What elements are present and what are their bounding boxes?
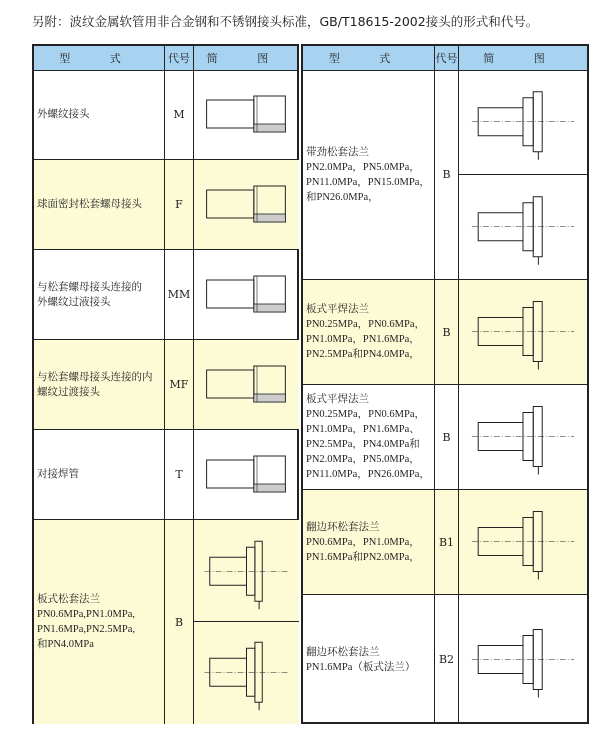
type-line: 板式平焊法兰 — [306, 394, 369, 405]
fitting-drawing-icon — [194, 430, 299, 518]
type-line: 与松套螺母接头连接的内 — [37, 371, 153, 383]
type-line: PN1.6MPa,PN2.5MPa, — [37, 624, 136, 635]
diagram-cell — [194, 160, 299, 250]
type-line: 翻边环松套法兰 — [306, 521, 380, 533]
type-line: 板式平焊法兰 — [306, 304, 369, 315]
header-code: 代号 — [435, 46, 459, 70]
type-line: 球面密封松套螺母接头 — [37, 199, 142, 210]
type-line: 和PN26.0MPa， — [306, 191, 379, 203]
code-cell: B2 — [435, 595, 459, 724]
header-type: 型 式 — [303, 46, 435, 70]
type-line: 外螺纹接头 — [37, 109, 90, 120]
type-line: 板式松套法兰 — [37, 594, 100, 605]
fitting-drawing-icon — [459, 70, 587, 174]
fitting-drawing-icon — [459, 385, 587, 488]
type-line: PN0.6MPa,PN1.0MPa, — [37, 609, 136, 620]
type-line: 翻边环松套法兰 — [306, 646, 380, 658]
code-cell: T — [165, 430, 194, 520]
header-type: 型 式 — [34, 46, 165, 70]
type-line: PN11.0MPa，PN15.0MPa， — [306, 176, 430, 188]
fitting-drawing-icon — [459, 175, 587, 279]
caption: 另附：波纹金属软管用非合金钢和不锈钢接头标准，GB/T18615-2002接头的形式和代号。 — [32, 14, 539, 29]
type-cell — [303, 490, 435, 595]
code-cell: B — [435, 385, 459, 490]
header-diagram: 简 图 — [483, 52, 563, 65]
diagram-cell — [459, 595, 587, 724]
type-line: PN0.25MPa，PN0.6MPa， — [306, 409, 426, 420]
type-line: 对接焊管 — [37, 469, 79, 480]
diagram-cell — [459, 490, 587, 595]
fitting-drawing-icon — [194, 160, 299, 248]
type-line: PN0.6MPa，PN1.0MPa， — [306, 536, 420, 548]
code-cell: M — [165, 70, 194, 160]
diagram-cell — [459, 70, 587, 280]
diagram-cell — [194, 520, 299, 724]
code-cell: B — [165, 520, 194, 724]
type-line: PN2.5MPa和PN4.0MPa， — [306, 349, 420, 360]
type-cell — [34, 70, 165, 160]
diagram-cell — [194, 70, 299, 160]
type-line: PN1.6MPa和PN2.0MPa， — [306, 551, 420, 563]
code-cell: MF — [165, 340, 194, 430]
type-line: PN1.0MPa，PN1.6MPa， — [306, 334, 420, 345]
type-cell — [303, 70, 435, 280]
code-cell: MM — [165, 250, 194, 340]
type-cell — [34, 520, 165, 724]
fitting-drawing-icon — [194, 340, 299, 428]
type-line: PN0.25MPa，PN0.6MPa， — [306, 319, 426, 330]
left-header — [34, 46, 297, 71]
type-line: PN2.5MPa，PN4.0MPa和 — [306, 439, 420, 450]
type-cell — [34, 250, 165, 340]
type-line: PN2.0MPa，PN5.0MPa， — [306, 161, 420, 173]
header-code: 代号 — [165, 46, 194, 70]
type-cell — [303, 280, 435, 385]
fitting-drawing-icon — [459, 280, 587, 383]
left-table — [32, 44, 299, 724]
type-cell — [34, 340, 165, 430]
type-line: PN1.6MPa（板式法兰） — [306, 661, 416, 673]
type-line: 和PN4.0MPa — [37, 639, 94, 650]
fitting-drawing-icon — [194, 521, 299, 622]
code-cell: B1 — [435, 490, 459, 595]
type-line: 螺纹过渡接头 — [37, 386, 100, 398]
type-cell — [34, 430, 165, 520]
type-cell — [34, 160, 165, 250]
right-header — [303, 46, 587, 71]
code-cell: B — [435, 280, 459, 385]
fitting-drawing-icon — [194, 70, 299, 158]
type-line: 带劲松套法兰 — [306, 146, 369, 158]
code-cell: F — [165, 160, 194, 250]
fitting-drawing-icon — [194, 250, 299, 338]
type-cell — [303, 595, 435, 724]
fitting-drawing-icon — [459, 596, 587, 723]
code-cell: B — [435, 70, 459, 280]
fitting-drawing-icon — [194, 622, 299, 723]
diagram-cell — [194, 250, 299, 340]
type-line: PN11.0MPa，PN26.0MPa， — [306, 469, 430, 480]
type-cell — [303, 385, 435, 490]
type-line: PN2.0MPa，PN5.0MPa， — [306, 454, 420, 465]
header-diagram: 简 图 — [206, 52, 287, 65]
diagram-cell — [194, 340, 299, 430]
right-table — [301, 44, 589, 724]
diagram-cell — [459, 385, 587, 490]
fitting-drawing-icon — [459, 490, 587, 593]
type-line: 外螺纹过液接头 — [37, 296, 111, 308]
diagram-cell — [459, 280, 587, 385]
type-line: 与松套螺母接头连接的 — [37, 281, 142, 293]
type-line: PN1.0MPa，PN1.6MPa、 — [306, 424, 420, 435]
diagram-cell — [194, 430, 299, 520]
